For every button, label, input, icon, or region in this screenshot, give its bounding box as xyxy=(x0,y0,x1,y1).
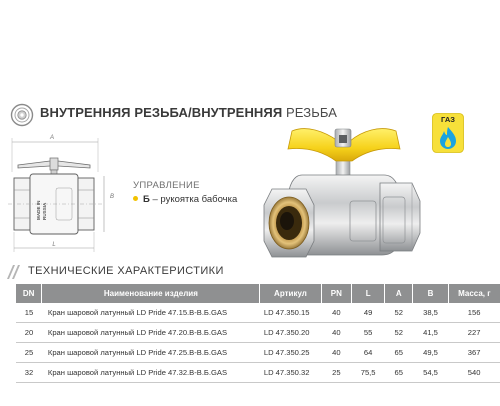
cell-a: 65 xyxy=(385,343,413,363)
table-row xyxy=(16,363,500,383)
specs-table xyxy=(16,284,500,383)
table-header-row xyxy=(16,284,500,303)
valve-technical-drawing xyxy=(6,128,128,264)
col-l: L xyxy=(352,284,385,303)
col-pn: PN xyxy=(321,284,352,303)
cell-b: 49,5 xyxy=(413,343,448,363)
cell-name: Кран шаровой латунный LD Pride 47.32.В-В.Б.GAS xyxy=(42,363,260,383)
management-item xyxy=(133,194,237,205)
thread-section-icon xyxy=(10,103,34,127)
valve-photo xyxy=(262,105,426,275)
specs-heading xyxy=(0,263,500,281)
management-item-code: Б xyxy=(143,194,150,205)
cell-article: LD 47.350.20 xyxy=(260,323,321,343)
cell-l: 55 xyxy=(352,323,385,343)
cell-a: 52 xyxy=(385,303,413,323)
yellow-bullet-icon xyxy=(133,196,138,201)
cell-mass: 156 xyxy=(448,303,500,323)
management-item-text: – рукоятка бабочка xyxy=(149,194,238,205)
table-row xyxy=(16,303,500,323)
cell-mass: 367 xyxy=(448,343,500,363)
cell-article: LD 47.350.15 xyxy=(260,303,321,323)
specs-title: ТЕХНИЧЕСКИЕ ХАРАКТЕРИСТИКИ xyxy=(28,265,224,277)
col-mass: Масса, г xyxy=(448,284,500,303)
cell-b: 54,5 xyxy=(413,363,448,383)
cell-dn: 15 xyxy=(16,303,42,323)
cell-b: 38,5 xyxy=(413,303,448,323)
cell-l: 75,5 xyxy=(352,363,385,383)
dim-l-label: L xyxy=(52,242,56,248)
gas-badge-label: ГАЗ xyxy=(441,115,455,124)
col-a: A xyxy=(385,284,413,303)
dim-b-label: B xyxy=(110,194,115,200)
table-row xyxy=(16,323,500,343)
body-text-line-1: MADE IN xyxy=(36,200,41,220)
section-title-bold: ВНУТРЕННЯЯ РЕЗЬБА/ВНУТРЕННЯЯ xyxy=(40,105,283,120)
col-dn: DN xyxy=(16,284,42,303)
cell-name: Кран шаровой латунный LD Pride 47.20.В-В.Б.GAS xyxy=(42,323,260,343)
management-title: УПРАВЛЕНИЕ xyxy=(133,180,200,191)
cell-pn: 40 xyxy=(321,343,352,363)
cell-dn: 20 xyxy=(16,323,42,343)
cell-a: 52 xyxy=(385,323,413,343)
cell-article: LD 47.350.32 xyxy=(260,363,321,383)
cell-name: Кран шаровой латунный LD Pride 47.25.В-В.Б.GAS xyxy=(42,343,260,363)
cell-b: 41,5 xyxy=(413,323,448,343)
cell-pn: 40 xyxy=(321,323,352,343)
section-title-light: РЕЗЬБА xyxy=(282,105,337,120)
stripes-icon xyxy=(5,265,21,279)
dim-a-label: A xyxy=(49,135,55,141)
body-text-line-2: RUSSIA xyxy=(42,202,47,220)
cell-a: 65 xyxy=(385,363,413,383)
cell-pn: 25 xyxy=(321,363,352,383)
cell-l: 49 xyxy=(352,303,385,323)
cell-mass: 540 xyxy=(448,363,500,383)
cell-pn: 40 xyxy=(321,303,352,323)
col-b: B xyxy=(413,284,448,303)
cell-dn: 25 xyxy=(16,343,42,363)
col-article: Артикул xyxy=(260,284,321,303)
cell-dn: 32 xyxy=(16,363,42,383)
cell-l: 64 xyxy=(352,343,385,363)
table-row xyxy=(16,343,500,363)
cell-name: Кран шаровой латунный LD Pride 47.15.В-В.Б.GAS xyxy=(42,303,260,323)
cell-article: LD 47.350.25 xyxy=(260,343,321,363)
cell-mass: 227 xyxy=(448,323,500,343)
col-name: Наименование изделия xyxy=(42,284,260,303)
